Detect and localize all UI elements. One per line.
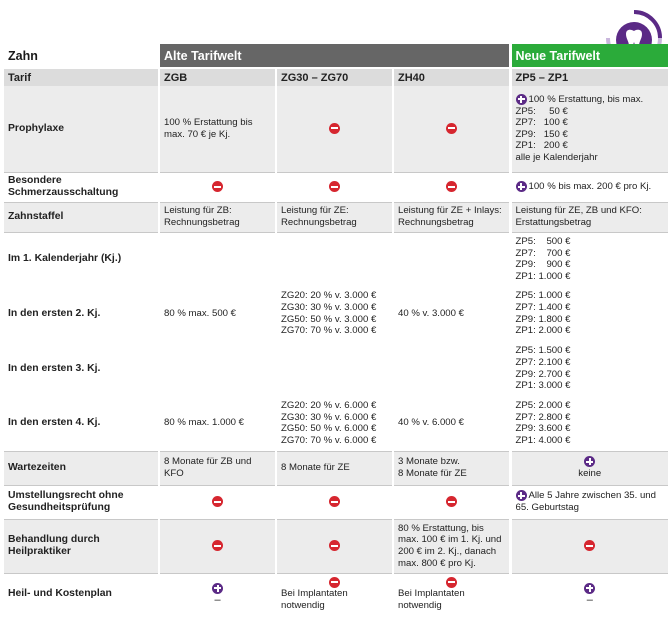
zg-line: ZG50: 50 % v. 3.000 € (281, 313, 377, 325)
cell-zp (510, 396, 668, 451)
cell-zgb: 100 % Erstattung bis max. 70 € je Kj. (159, 86, 276, 172)
tarif-zp5-zp1: ZP5 – ZP1 (510, 68, 668, 86)
dash-text: – (214, 593, 221, 606)
plus-icon (584, 583, 595, 594)
minus-icon (329, 123, 340, 134)
zp-line: ZP7: 100 € (515, 117, 568, 129)
cell-zg (276, 286, 393, 341)
cell-zgb: 80 % max. 1.000 € (159, 396, 276, 451)
zp-line: ZP7: 2.100 € (515, 356, 571, 368)
cell-zg: Leistung für ZE: Rechnungsbetrag (276, 202, 393, 232)
zh-line: 3 Monate bzw. (398, 456, 460, 468)
zg-line: ZG70: 70 % v. 3.000 € (281, 325, 377, 337)
table-row-umstellungsrecht (4, 485, 668, 519)
cell-zp (510, 519, 668, 573)
cell-zgb (159, 573, 276, 615)
tarif-zh40: ZH40 (393, 68, 510, 86)
plus-icon (516, 181, 527, 192)
zg-line: ZG70: 70 % v. 6.000 € (281, 434, 377, 446)
zp-line: ZP5: 1.000 € (515, 290, 571, 302)
cell-zh (393, 485, 510, 519)
cell-zh: Leistung für ZE + Inlays: Rechnungsbetrag (393, 202, 510, 232)
zp-line: ZP9: 3.600 € (515, 423, 571, 435)
zp-line: ZP1: 3.000 € (515, 380, 571, 392)
cell-zg (276, 519, 393, 573)
row-label: In den ersten 4. Kj. (8, 417, 101, 429)
table-row-schmerzausschaltung (4, 172, 668, 202)
minus-icon (446, 123, 457, 134)
cell-zp (510, 485, 668, 519)
row-label: Zahnstaffel (4, 202, 159, 232)
minus-icon (446, 577, 457, 588)
zg-line: ZG20: 20 % v. 3.000 € (281, 290, 377, 302)
zp-line: ZP1: 4.000 € (515, 434, 571, 446)
table-row-wartezeiten (4, 451, 668, 485)
minus-icon (329, 496, 340, 507)
cell-zgb (159, 232, 276, 286)
zp-line: ZP5: 50 € (515, 105, 568, 117)
cell-zgb (159, 519, 276, 573)
cell-zh (393, 341, 510, 396)
cell-zp (510, 286, 668, 341)
zg-line: ZG30: 30 % v. 6.000 € (281, 411, 377, 423)
cell-zh: 40 % v. 6.000 € (393, 396, 510, 451)
table-row-kj3 (4, 341, 668, 396)
zp-line: ZP5: 2.000 € (515, 400, 571, 412)
row-label: Im 1. Kalenderjahr (Kj.) (4, 232, 159, 286)
table-row-kj1 (4, 232, 668, 286)
row-label: Besondere Schmerzausschaltung (4, 172, 159, 202)
tarif-zg30-70: ZG30 – ZG70 (276, 68, 393, 86)
tarif-label: Tarif (4, 68, 159, 86)
row-label: Heil- und Kostenplan (4, 573, 159, 615)
zp-line: ZP9: 2.700 € (515, 368, 571, 380)
cell-zg (276, 396, 393, 451)
cell-zg (276, 341, 393, 396)
minus-icon (584, 540, 595, 551)
plus-icon (516, 94, 527, 105)
table-row-heil-und-kostenplan (4, 573, 668, 615)
zp-line: ZP1: 2.000 € (515, 325, 571, 337)
zp-line: ZP7: 700 € (515, 247, 571, 259)
cell-zp (510, 232, 668, 286)
zahn-heading: Zahn (4, 44, 159, 68)
cell-zp (510, 451, 668, 485)
dash-text: – (586, 593, 593, 606)
plus-icon (516, 490, 527, 501)
cell-zp (510, 573, 668, 615)
minus-icon (212, 181, 223, 192)
zp-text: 100 % bis max. 200 € pro Kj. (528, 181, 652, 193)
cell-zp (510, 86, 668, 172)
zp-line: ZP7: 2.800 € (515, 411, 571, 423)
zg-text: Bei Implantaten notwendig (281, 588, 348, 612)
tarif-zgb: ZGB (159, 68, 276, 86)
row-label: In den ersten 2. Kj. (8, 307, 101, 319)
zp-line: ZP1: 1.000 € (515, 270, 571, 282)
cell-zgb (159, 172, 276, 202)
row-label: Prophylaxe (4, 86, 159, 172)
zg-line: ZG50: 50 % v. 6.000 € (281, 423, 377, 435)
zg-line: ZG30: 30 % v. 3.000 € (281, 301, 377, 313)
zp-line: ZP9: 900 € (515, 259, 571, 271)
row-label: Wartezeiten (4, 451, 159, 485)
minus-icon (212, 496, 223, 507)
tariff-comparison-table (4, 44, 668, 615)
minus-icon (329, 540, 340, 551)
table-row-kj4 (4, 396, 668, 451)
cell-zgb (159, 341, 276, 396)
zh-line: 8 Monate für ZE (398, 468, 467, 479)
table-row-prophylaxe (4, 86, 668, 172)
cell-zgb: 8 Monate für ZB und KFO (159, 451, 276, 485)
cell-zgb: 80 % max. 500 € (159, 286, 276, 341)
cell-zp (510, 172, 668, 202)
cell-zp (510, 341, 668, 396)
minus-icon (329, 181, 340, 192)
cell-zh (393, 573, 510, 615)
cell-zh (393, 86, 510, 172)
cell-zp: Leistung für ZE, ZB und KFO: Erstattungsbetrag (510, 202, 668, 232)
row-label: Behandlung durch Heilpraktiker (4, 519, 159, 573)
zp-text: Alle 5 Jahre zwischen 35. und 65. Geburtstag (515, 490, 656, 514)
tarif-subheader-row (4, 68, 668, 86)
zp-line: ZP7: 1.400 € (515, 301, 571, 313)
row-label: In den ersten 3. Kj. (8, 362, 101, 374)
plus-icon (212, 583, 223, 594)
zp-line: ZP5: 500 € (515, 236, 571, 248)
zp-line: alle je Kalenderjahr (515, 151, 598, 163)
cell-zh (393, 232, 510, 286)
cell-zh (393, 172, 510, 202)
cell-zh: 40 % v. 3.000 € (393, 286, 510, 341)
cell-zgb: Leistung für ZB: Rechnungsbetrag (159, 202, 276, 232)
cell-zh: 80 % Erstattung, bis max. 100 € im 1. Kj. und 200 € im 2. Kj., danach max. 800 € pro Kj. (393, 519, 510, 573)
table-row-heilpraktiker (4, 519, 668, 573)
zp-line: ZP5: 1.500 € (515, 345, 571, 357)
cell-zg (276, 485, 393, 519)
zg-line: ZG20: 20 % v. 6.000 € (281, 400, 377, 412)
minus-icon (329, 577, 340, 588)
cell-zh (393, 451, 510, 485)
neue-tarifwelt-heading: Neue Tarifwelt (510, 44, 668, 68)
minus-icon (446, 181, 457, 192)
zp-intro: 100 % Erstattung, bis max. (528, 93, 644, 105)
zp-line: ZP9: 150 € (515, 128, 568, 140)
cell-zg (276, 232, 393, 286)
table-row-zahnstaffel (4, 202, 668, 232)
cell-zgb (159, 485, 276, 519)
cell-zg (276, 86, 393, 172)
alte-tarifwelt-heading: Alte Tarifwelt (159, 44, 510, 68)
row-label: Umstellungsrecht ohne Gesundheitsprüfung (4, 485, 159, 519)
cell-zg (276, 172, 393, 202)
cell-zg (276, 573, 393, 615)
plus-icon (584, 456, 595, 467)
minus-icon (212, 540, 223, 551)
minus-icon (446, 496, 457, 507)
zp-line: ZP9: 1.800 € (515, 313, 571, 325)
header-row (4, 44, 668, 68)
table-row-kj2 (4, 286, 668, 341)
cell-zg: 8 Monate für ZE (276, 451, 393, 485)
zp-text: keine (578, 468, 602, 480)
zp-line: ZP1: 200 € (515, 140, 568, 152)
zh-text: Bei Implantaten notwendig (398, 588, 465, 612)
